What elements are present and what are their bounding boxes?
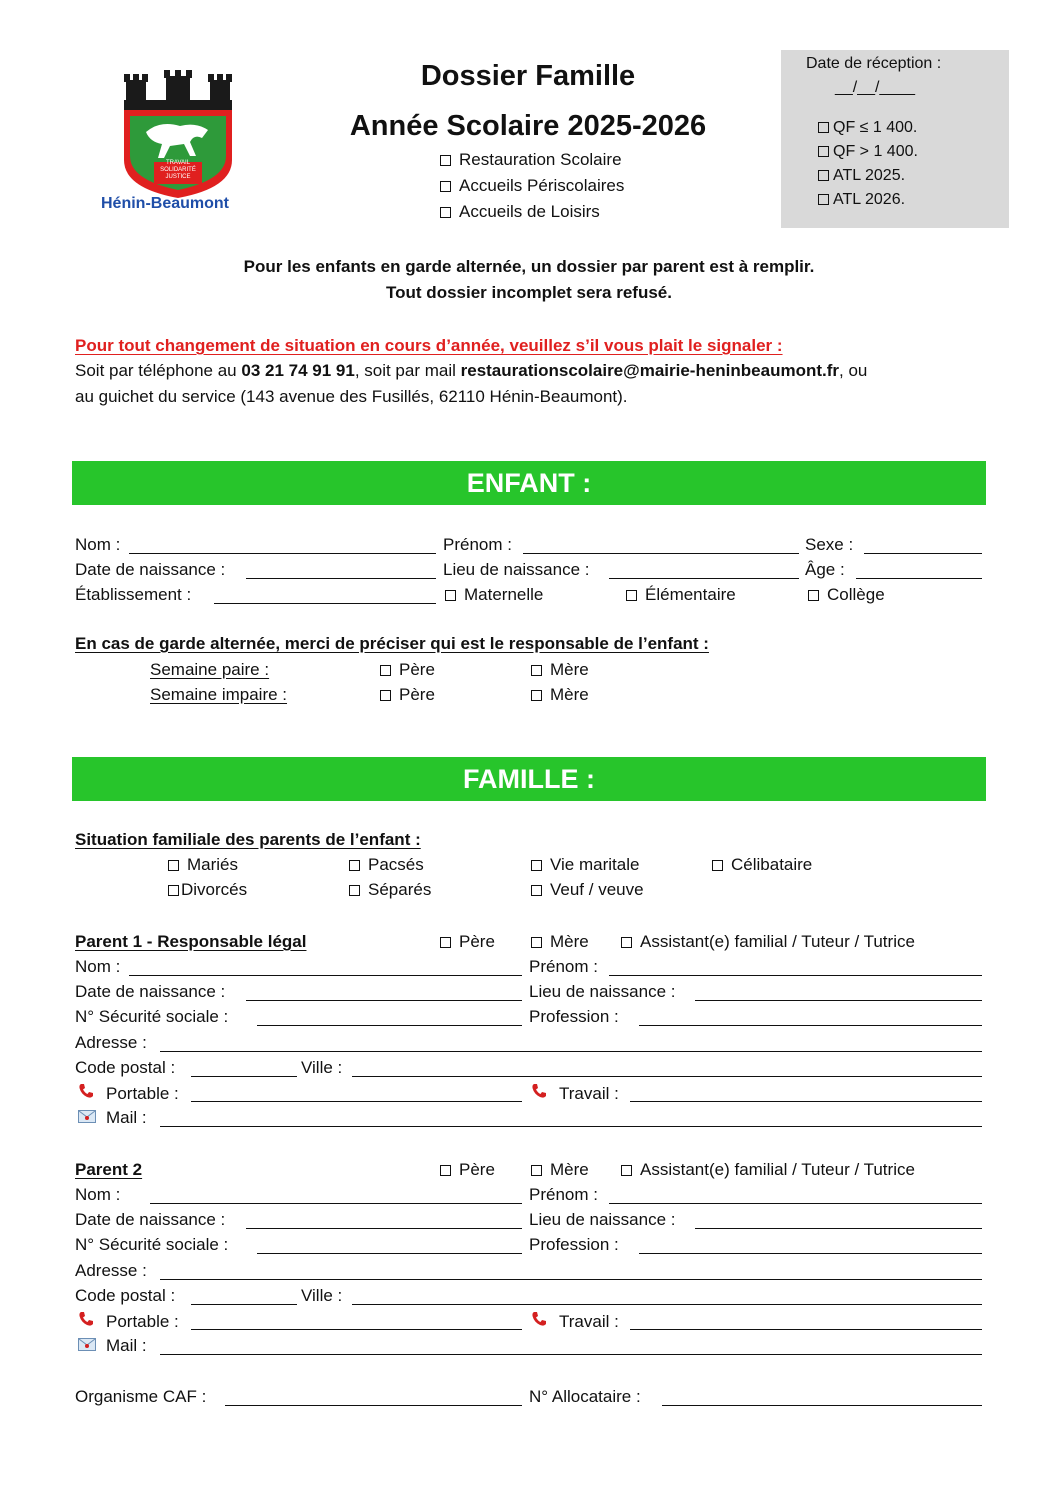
parent2-portable-label: Portable : xyxy=(78,1311,179,1332)
checkbox[interactable] xyxy=(621,937,632,948)
allocataire-field[interactable] xyxy=(662,1405,982,1406)
logo-town-name: Hénin-Beaumont xyxy=(101,195,229,212)
parent2-adresse-field[interactable] xyxy=(160,1279,982,1280)
checkbox[interactable] xyxy=(621,1165,632,1176)
parent1-mail-label: Mail : xyxy=(78,1108,147,1128)
parent1-portable-label: Portable : xyxy=(78,1083,179,1104)
enfant-nom-label: Nom : xyxy=(75,535,121,554)
phone-icon xyxy=(78,1083,96,1104)
enfant-age-field[interactable] xyxy=(856,578,982,579)
parent1-pere[interactable]: Père xyxy=(440,932,495,952)
envelope-icon xyxy=(78,1108,96,1128)
enfant-date-label: Date de naissance : xyxy=(75,560,226,579)
enfant-sexe-field[interactable] xyxy=(864,553,982,554)
semaine-paire-label: Semaine paire : xyxy=(150,660,270,679)
parent2-lieu-label: Lieu de naissance : xyxy=(529,1210,676,1229)
qf-option-4[interactable]: ATL 2026. xyxy=(818,190,905,210)
parent1-adresse-label: Adresse : xyxy=(75,1033,147,1052)
checkbox[interactable] xyxy=(349,860,360,871)
qf-option-3[interactable]: ATL 2025. xyxy=(818,166,905,186)
level-college[interactable]: Collège xyxy=(808,585,885,605)
situation-maries[interactable]: Mariés xyxy=(168,855,238,875)
parent1-prenom-field[interactable] xyxy=(609,975,982,976)
checkbox[interactable] xyxy=(440,155,451,166)
enfant-age-label: Âge : xyxy=(805,560,845,579)
parent1-nom-label: Nom : xyxy=(75,957,121,976)
parent2-nom-field[interactable] xyxy=(150,1203,522,1204)
enfant-etablissement-label: Établissement : xyxy=(75,585,192,604)
checkbox[interactable] xyxy=(168,885,179,896)
checkbox[interactable] xyxy=(818,122,829,133)
parent1-travail-label: Travail : xyxy=(531,1083,619,1104)
parent2-lieu-field[interactable] xyxy=(695,1228,982,1229)
enfant-etablissement-field[interactable] xyxy=(214,603,436,604)
phone-icon xyxy=(531,1311,549,1332)
parent2-prenom-field[interactable] xyxy=(609,1203,982,1204)
checkbox[interactable] xyxy=(440,181,451,192)
parent1-nom-field[interactable] xyxy=(129,975,522,976)
parent1-profession-label: Profession : xyxy=(529,1007,619,1026)
parent1-ville-field[interactable] xyxy=(352,1076,982,1077)
enfant-lieu-label: Lieu de naissance : xyxy=(443,560,590,579)
page-subtitle: Année Scolaire 2025-2026 xyxy=(349,110,707,142)
enfant-sexe-label: Sexe : xyxy=(805,535,854,554)
checkbox[interactable] xyxy=(168,860,179,871)
checkbox[interactable] xyxy=(349,885,360,896)
parent2-pere[interactable]: Père xyxy=(440,1160,495,1180)
parent2-cp-field[interactable] xyxy=(191,1304,297,1305)
parent1-date-label: Date de naissance : xyxy=(75,982,226,1001)
checkbox[interactable] xyxy=(818,194,829,205)
contact-address: au guichet du service (143 avenue des Fusillés, 62110 Hénin-Beaumont). xyxy=(75,387,628,406)
contact-email[interactable]: restaurationscolaire@mairie-heninbeaumont.fr xyxy=(460,361,840,380)
checkbox[interactable] xyxy=(531,665,542,676)
caf-label: Organisme CAF : xyxy=(75,1387,207,1406)
service-restauration[interactable]: Restauration Scolaire xyxy=(440,150,622,170)
page-title: Dossier Famille xyxy=(420,60,636,92)
level-maternelle[interactable]: Maternelle xyxy=(445,585,543,605)
enfant-prenom-label: Prénom : xyxy=(443,535,512,554)
checkbox[interactable] xyxy=(531,885,542,896)
checkbox[interactable] xyxy=(818,170,829,181)
parent2-cp-label: Code postal : xyxy=(75,1286,176,1305)
parent1-secu-field[interactable] xyxy=(257,1025,522,1026)
parent1-date-field[interactable] xyxy=(246,1000,522,1001)
checkbox[interactable] xyxy=(440,1165,451,1176)
service-periscolaires[interactable]: Accueils Périscolaires xyxy=(440,176,624,196)
parent2-travail-field[interactable] xyxy=(630,1329,982,1330)
situation-pacses[interactable]: Pacsés xyxy=(349,855,424,875)
parent2-profession-label: Profession : xyxy=(529,1235,619,1254)
checkbox[interactable] xyxy=(531,937,542,948)
envelope-icon xyxy=(78,1336,96,1356)
qf-option-1[interactable]: QF ≤ 1 400. xyxy=(818,118,917,138)
impaire-mere[interactable]: Mère xyxy=(531,685,589,705)
enfant-nom-field[interactable] xyxy=(129,553,436,554)
caf-field[interactable] xyxy=(225,1405,522,1406)
checkbox[interactable] xyxy=(818,146,829,157)
parent2-ville-label: Ville : xyxy=(301,1286,343,1305)
parent1-lieu-field[interactable] xyxy=(695,1000,982,1001)
parent2-profession-field[interactable] xyxy=(639,1253,982,1254)
enfant-lieu-field[interactable] xyxy=(609,578,799,579)
checkbox[interactable] xyxy=(712,860,723,871)
parent1-cp-field[interactable] xyxy=(191,1076,297,1077)
parent2-secu-field[interactable] xyxy=(257,1253,522,1254)
parent1-portable-field[interactable] xyxy=(191,1101,522,1102)
contact-line: Soit par téléphone au 03 21 74 91 91, soit par mail restaurationscolaire@mairie-heninbeaumont.fr, ou xyxy=(75,361,868,380)
phone-icon xyxy=(531,1083,549,1104)
parent2-travail-label: Travail : xyxy=(531,1311,619,1332)
logo-motto: TRAVAIL SOLIDARITÉ JUSTICE xyxy=(160,160,196,180)
parent1-mail-field[interactable] xyxy=(160,1126,982,1127)
qf-option-2[interactable]: QF > 1 400. xyxy=(818,142,918,162)
parent1-travail-field[interactable] xyxy=(630,1101,982,1102)
situation-heading: Situation familiale des parents de l’enfant : xyxy=(75,830,421,849)
checkbox[interactable] xyxy=(531,690,542,701)
situation-vie-maritale[interactable]: Vie maritale xyxy=(531,855,639,875)
parent2-heading: Parent 2 xyxy=(75,1160,143,1179)
parent1-adresse-field[interactable] xyxy=(160,1051,982,1052)
reception-date-field[interactable]: __/__/____ xyxy=(835,79,916,96)
impaire-pere[interactable]: Père xyxy=(380,685,435,705)
parent2-mail-field[interactable] xyxy=(160,1354,982,1355)
situation-veuf[interactable]: Veuf / veuve xyxy=(531,880,644,900)
paire-pere[interactable]: Père xyxy=(380,660,435,680)
contact-phone[interactable]: 03 21 74 91 91 xyxy=(241,361,355,380)
enfant-banner: ENFANT : xyxy=(72,461,986,505)
checkbox[interactable] xyxy=(440,937,451,948)
phone-icon xyxy=(78,1311,96,1332)
situation-separes[interactable]: Séparés xyxy=(349,880,431,900)
garde-heading: En cas de garde alternée, merci de préciser qui est le responsable de l’enfant : xyxy=(75,634,709,653)
level-elementaire[interactable]: Élémentaire xyxy=(626,585,736,605)
reception-label: Date de réception : xyxy=(806,55,942,72)
change-heading: Pour tout changement de situation en cours d’année, veuillez s’il vous plait le signaler : xyxy=(75,336,783,355)
enfant-prenom-field[interactable] xyxy=(523,553,799,554)
enfant-date-field[interactable] xyxy=(246,578,436,579)
parent2-date-label: Date de naissance : xyxy=(75,1210,226,1229)
paire-mere[interactable]: Mère xyxy=(531,660,589,680)
parent1-prenom-label: Prénom : xyxy=(529,957,598,976)
semaine-impaire-label: Semaine impaire : xyxy=(150,685,288,704)
parent2-secu-label: N° Sécurité sociale : xyxy=(75,1235,229,1254)
checkbox[interactable] xyxy=(380,690,391,701)
parent2-mail-label: Mail : xyxy=(78,1336,147,1356)
checkbox[interactable] xyxy=(440,207,451,218)
checkbox[interactable] xyxy=(445,590,456,601)
notice-incomplet: Tout dossier incomplet sera refusé. xyxy=(386,283,672,302)
situation-divorces[interactable]: Divorcés xyxy=(168,880,247,900)
parent1-secu-label: N° Sécurité sociale : xyxy=(75,1007,229,1026)
service-loisirs[interactable]: Accueils de Loisirs xyxy=(440,202,600,222)
parent2-ville-field[interactable] xyxy=(352,1304,982,1305)
parent1-profession-field[interactable] xyxy=(639,1025,982,1026)
parent2-assistant[interactable]: Assistant(e) familial / Tuteur / Tutrice xyxy=(621,1160,915,1180)
parent2-prenom-label: Prénom : xyxy=(529,1185,598,1204)
checkbox[interactable] xyxy=(626,590,637,601)
checkbox[interactable] xyxy=(531,1165,542,1176)
famille-banner: FAMILLE : xyxy=(72,757,986,801)
parent1-ville-label: Ville : xyxy=(301,1058,343,1077)
parent1-mere[interactable]: Mère xyxy=(531,932,589,952)
checkbox[interactable] xyxy=(380,665,391,676)
parent1-heading: Parent 1 - Responsable légal xyxy=(75,932,307,951)
parent2-portable-field[interactable] xyxy=(191,1329,522,1330)
parent2-date-field[interactable] xyxy=(246,1228,522,1229)
parent2-adresse-label: Adresse : xyxy=(75,1261,147,1280)
parent2-nom-label: Nom : xyxy=(75,1185,121,1204)
notice-garde: Pour les enfants en garde alternée, un dossier par parent est à remplir. xyxy=(243,257,815,276)
parent2-mere[interactable]: Mère xyxy=(531,1160,589,1180)
checkbox[interactable] xyxy=(531,860,542,871)
situation-celibataire[interactable]: Célibataire xyxy=(712,855,812,875)
parent1-cp-label: Code postal : xyxy=(75,1058,176,1077)
checkbox[interactable] xyxy=(808,590,819,601)
parent1-assistant[interactable]: Assistant(e) familial / Tuteur / Tutrice xyxy=(621,932,915,952)
allocataire-label: N° Allocataire : xyxy=(529,1387,641,1406)
parent1-lieu-label: Lieu de naissance : xyxy=(529,982,676,1001)
